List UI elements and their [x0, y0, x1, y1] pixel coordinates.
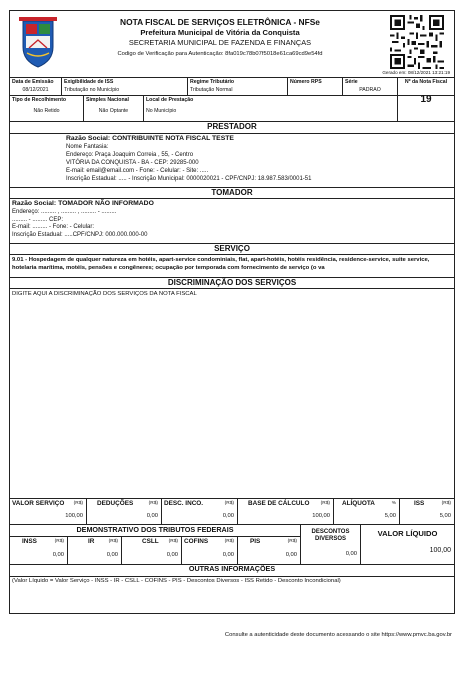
- inss-label: INSS: [22, 538, 37, 545]
- simples-nacional-label: Simples Nacional: [86, 97, 129, 103]
- customer-company-name: Razão Social: TOMADOR NÃO INFORMADO: [12, 200, 154, 207]
- provider-city: VITÓRIA DA CONQUISTA - BA - CEP: 29285-000: [66, 159, 199, 166]
- generated-timestamp: Gerado em: 08/12/2021 13:21:19: [382, 70, 450, 75]
- verification-code: Codigo de Verificação para Autenticação: 8fa019c78b07f5018e61ca69cd9e54fd: [117, 51, 323, 58]
- iss-currency: (R$): [441, 501, 451, 506]
- iss-amount: 5,00: [439, 512, 451, 519]
- tax-regime-value: Tributação Normal: [190, 87, 233, 94]
- other-discounts-amount: 0,00: [345, 551, 357, 558]
- csll-cell: [122, 537, 182, 564]
- federal-taxes-title-row: [10, 525, 300, 537]
- service-details-text: DIGITE AQUI A DISCRIMINAÇÃO DOS SERVIÇOS DA NOTA FISCAL: [12, 291, 197, 297]
- collection-type-label: Tipo de Recolhimento: [12, 97, 67, 103]
- other-info-text: (Valor Líquido = Valor Serviço - INSS - IR - CSLL - COFINS - PIS - Descontos Diversos - ISS Retido - Desconto Incondicional): [12, 578, 341, 584]
- qr-code: [390, 15, 444, 69]
- service-details-title: DISCRIMINAÇÃO DOS SERVIÇOS: [10, 277, 454, 289]
- header-text: [65, 17, 375, 58]
- tax-rate-label: ALÍQUOTA: [342, 500, 375, 507]
- customer-address: Endereço: ......... , ......... , ......... - .........: [12, 208, 117, 215]
- tax-regime-cell: [188, 78, 288, 95]
- provider-details: [66, 135, 311, 184]
- info-row-2: [10, 96, 397, 122]
- tax-base-cell: [238, 499, 334, 524]
- series-label: Série: [345, 79, 358, 85]
- provider-address: Endereço: Praça Joaquim Correia , 55, - Centro: [66, 151, 194, 158]
- deductions-label: DEDUÇÕES: [97, 500, 134, 507]
- service-section-title: SERVIÇO: [10, 243, 454, 255]
- cofins-cell: [182, 537, 238, 564]
- unconditional-discount-currency: (R$): [224, 501, 234, 506]
- service-value-cell: [10, 499, 87, 524]
- customer-contact: E-mail: ......... - Fone: - Celular:: [12, 224, 95, 231]
- csll-label: CSLL: [142, 538, 159, 545]
- pis-currency: (R$): [287, 539, 297, 544]
- simples-nacional-cell: [84, 96, 144, 121]
- service-value-label: VALOR SERVIÇO: [12, 500, 65, 507]
- department-name: SECRETARIA MUNICIPAL DE FAZENDA E FINANÇAS: [128, 38, 312, 48]
- customer-zip: ......... - ......... CEP:: [12, 216, 64, 223]
- deductions-currency: (R$): [148, 501, 158, 506]
- customer-section-title: TOMADOR: [10, 187, 454, 199]
- service-location-label: Local de Prestação: [146, 97, 194, 103]
- info-row-1: [10, 78, 454, 96]
- unconditional-discount-label: DESC. INCO.: [164, 500, 204, 507]
- series-cell: [343, 78, 397, 95]
- rps-number-label: Número RPS: [290, 79, 322, 85]
- unconditional-discount-cell: [162, 499, 238, 524]
- provider-company-name: Razão Social: CONTRIBUINTE NOTA FISCAL TESTE: [66, 135, 234, 142]
- emission-date-value: 08/12/2021: [22, 87, 49, 94]
- cofins-currency: (R$): [224, 539, 234, 544]
- tax-base-amount: 100,00: [312, 512, 330, 519]
- nfse-document: [9, 10, 455, 614]
- municipal-crest-logo: [17, 17, 59, 69]
- tax-rate-cell: [334, 499, 400, 524]
- csll-currency: (R$): [168, 539, 178, 544]
- iss-requirement-label: Exigibilidade de ISS: [64, 79, 114, 85]
- series-value: PADRAO: [359, 87, 381, 94]
- service-location-value: No Município: [146, 108, 177, 115]
- ir-label: IR: [88, 538, 95, 545]
- tax-regime-label: Regime Tributário: [190, 79, 235, 85]
- other-discounts-label: DESCONTOS DIVERSOS: [311, 529, 350, 543]
- totals-row: [10, 498, 454, 525]
- service-location-cell: [144, 96, 397, 121]
- pis-label: PIS: [250, 538, 261, 545]
- collection-type-cell: [10, 96, 84, 121]
- deductions-cell: [87, 499, 162, 524]
- tax-base-currency: (R$): [320, 501, 330, 506]
- other-discounts-cell: [300, 525, 360, 565]
- ir-currency: (R$): [108, 539, 118, 544]
- deductions-amount: 0,00: [146, 512, 158, 519]
- ir-cell: [68, 537, 122, 564]
- iss-requirement-value: Tributação no Município: [64, 87, 120, 94]
- federal-taxes-title: DEMONSTRATIVO DOS TRIBUTOS FEDERAIS: [76, 525, 234, 534]
- collection-type-value: Não Retido: [33, 108, 60, 115]
- iss-cell: [400, 499, 454, 524]
- iss-label: ISS: [414, 500, 425, 507]
- inss-cell: [10, 537, 68, 564]
- csll-amount: 0,00: [166, 551, 178, 558]
- net-value-cell: [360, 525, 454, 565]
- tax-base-label: BASE DE CÁLCULO: [248, 500, 310, 507]
- service-value-amount: 100,00: [65, 512, 83, 519]
- service-description: 9.01 - Hospedagem de qualquer natureza em hotéis, apart-service condominiais, flat, apart-hotéis, hotéis residência, residence-service, suite service, hotelaria marítima, motéis, pensões e congêneres; ocupação por temporada com fornecimento de serviço (o va: [12, 257, 430, 271]
- rps-number-cell: [288, 78, 343, 95]
- provider-registration: Inscrição Estadual: ..... - Inscrição Municipal: 0000020021 - CPF/CNPJ: 18.987.583/0001-51: [66, 175, 312, 182]
- pis-cell: [238, 537, 300, 564]
- unconditional-discount-amount: 0,00: [222, 512, 234, 519]
- rps-number-value: [288, 86, 342, 88]
- inss-amount: 0,00: [52, 551, 64, 558]
- federal-taxes-row: [10, 537, 300, 565]
- municipality-name: Prefeitura Municipal de Vitória da Conquista: [140, 28, 300, 38]
- provider-contact: E-mail: email@email.com - Fone: - Celular: - Site: .....: [66, 167, 209, 174]
- customer-registration: Inscrição Estadual: .....CPF/CNPJ: 000.000.000-00: [12, 232, 148, 239]
- tax-rate-unit: %: [391, 501, 396, 506]
- iss-requirement-cell: [62, 78, 188, 95]
- authenticity-footer: Consulte a autenticidade deste documento acessando o site https://www.pmvc.ba.gov.br: [224, 632, 452, 638]
- net-value-amount: 100,00: [429, 547, 451, 555]
- inss-currency: (R$): [54, 539, 64, 544]
- cofins-label: COFINS: [184, 538, 209, 545]
- simples-nacional-value: Não Optante: [98, 108, 129, 115]
- emission-date-label: Data de Emissão: [12, 79, 54, 85]
- service-value-currency: (R$): [73, 501, 83, 506]
- provider-section-title: PRESTADOR: [10, 122, 454, 134]
- provider-trade-name: Nome Fantasia:: [66, 143, 109, 150]
- emission-date-cell: [10, 78, 62, 95]
- invoice-number-label: Nº da Nota Fiscal: [404, 79, 448, 85]
- net-value-label: VALOR LÍQUIDO: [377, 529, 438, 538]
- document-title: NOTA FISCAL DE SERVIÇOS ELETRÔNICA - NFSe: [120, 17, 320, 27]
- invoice-number-cell: [397, 78, 454, 122]
- ir-amount: 0,00: [106, 551, 118, 558]
- customer-details: [12, 200, 154, 240]
- other-info-title: OUTRAS INFORMAÇÕES: [10, 565, 454, 577]
- pis-amount: 0,00: [285, 551, 297, 558]
- tax-rate-amount: 5,00: [384, 512, 396, 519]
- document-header: [10, 11, 454, 78]
- invoice-number-value: 19: [420, 94, 432, 106]
- cofins-amount: 0,00: [222, 551, 234, 558]
